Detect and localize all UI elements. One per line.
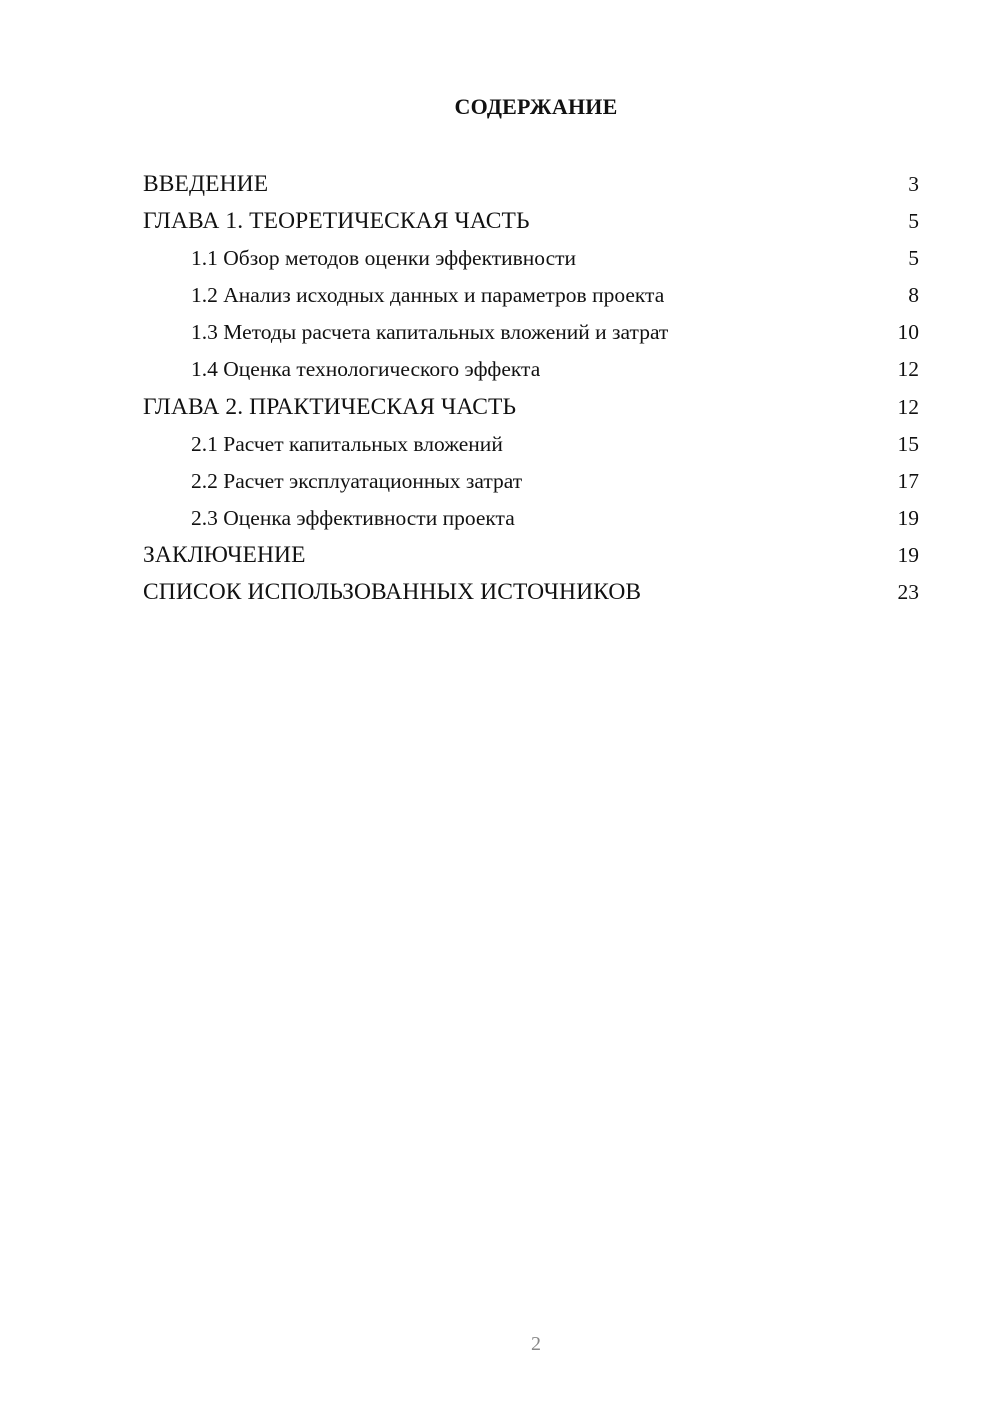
toc-entry-title: 2.1 Расчет капитальных вложений [191, 431, 503, 456]
toc-entry-title: 1.3 Методы расчета капитальных вложений и затрат [191, 320, 669, 345]
toc-entry-page: 10 [897, 320, 919, 345]
toc-heading: СОДЕРЖАНИЕ [454, 94, 618, 119]
toc-entry-page: 19 [897, 505, 919, 530]
page-number: 2 [531, 1333, 541, 1355]
toc-entry-section-1-2 [143, 277, 919, 314]
toc-entry-page: 5 [908, 209, 919, 234]
toc-entry-section-1-4 [143, 351, 919, 388]
toc-entry-title: 1.2 Анализ исходных данных и параметров проекта [191, 283, 665, 308]
toc-entry-section-1-1 [143, 240, 919, 277]
toc-entry-page: 12 [897, 394, 919, 419]
toc-entry-section-2-1 [143, 426, 919, 463]
toc-entry-title: ВВЕДЕНИЕ [143, 171, 269, 197]
toc-entry-title: ЗАКЛЮЧЕНИЕ [143, 541, 306, 568]
toc-entry-title: 2.2 Расчет эксплуатационных затрат [191, 468, 523, 493]
toc-entry-section-2-2 [143, 463, 919, 500]
toc-entry-section-2-3 [143, 500, 919, 537]
toc-entry-page: 8 [908, 283, 919, 308]
toc-entry-page: 17 [897, 468, 919, 493]
table-of-contents [143, 166, 919, 611]
toc-entry-conclusion [143, 537, 919, 574]
toc-entry-title: ГЛАВА 2. ПРАКТИЧЕСКАЯ ЧАСТЬ [143, 393, 517, 420]
toc-entry-chapter-1 [143, 203, 919, 240]
toc-entry-section-1-3 [143, 314, 919, 351]
toc-entry-title: ГЛАВА 1. ТЕОРЕТИЧЕСКАЯ ЧАСТЬ [143, 208, 530, 235]
toc-entry-references [143, 574, 919, 611]
toc-entry-page: 15 [897, 431, 919, 456]
toc-entry-title: 1.4 Оценка технологического эффекта [191, 357, 541, 382]
toc-entry-page: 19 [897, 542, 919, 567]
toc-entry-title: 1.1 Обзор методов оценки эффективности [191, 246, 577, 271]
toc-entry-page: 5 [908, 246, 919, 271]
toc-entry-page: 3 [908, 172, 919, 196]
toc-entry-page: 12 [897, 357, 919, 382]
toc-entry-title: СПИСОК ИСПОЛЬЗОВАННЫХ ИСТОЧНИКОВ [143, 579, 642, 606]
toc-entry-title: 2.3 Оценка эффективности проекта [191, 505, 515, 530]
toc-entry-page: 23 [897, 580, 919, 605]
toc-entry-introduction [143, 166, 919, 203]
toc-entry-chapter-2 [143, 389, 919, 426]
